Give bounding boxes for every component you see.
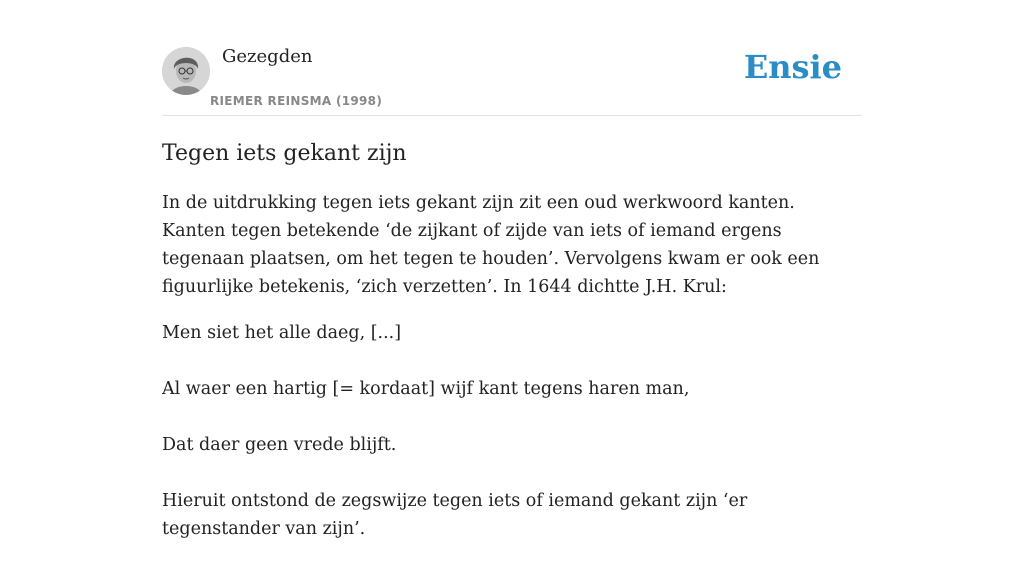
author-avatar[interactable] (162, 47, 210, 95)
author-portrait-icon (162, 47, 210, 95)
author-byline: RIEMER REINSMA (1998) (210, 94, 383, 108)
quote-line: Men siet het alle daeg, [...] (162, 322, 402, 343)
quote-line: Al waer een hartig [= kordaat] wijf kant tegens haren man, (162, 378, 690, 399)
article-paragraph: Hieruit ontstond de zegswijze tegen iets of iemand gekant zijn ‘er tegenstander van zijn’. (162, 490, 748, 539)
source-link[interactable]: Gezegden (222, 46, 313, 67)
article-header (162, 40, 862, 116)
article-body (162, 140, 862, 561)
article-title: Tegen iets gekant zijn (162, 141, 407, 166)
brand-logo[interactable]: Ensie (743, 48, 842, 86)
quote-line: Dat daer geen vrede blijft. (162, 434, 397, 455)
article-paragraph: In de uitdrukking tegen iets gekant zijn zit een oud werkwoord kanten. Kanten tegen betekende ‘de zijkant of zijde van iets of iemand ergens tegenaan plaatsen, om het tegen te houden’. Vervolgens kwam er ook een figuurlijke betekenis, ‘zich verzetten’. In 1644 dichtte J.H. Krul: (162, 192, 820, 297)
